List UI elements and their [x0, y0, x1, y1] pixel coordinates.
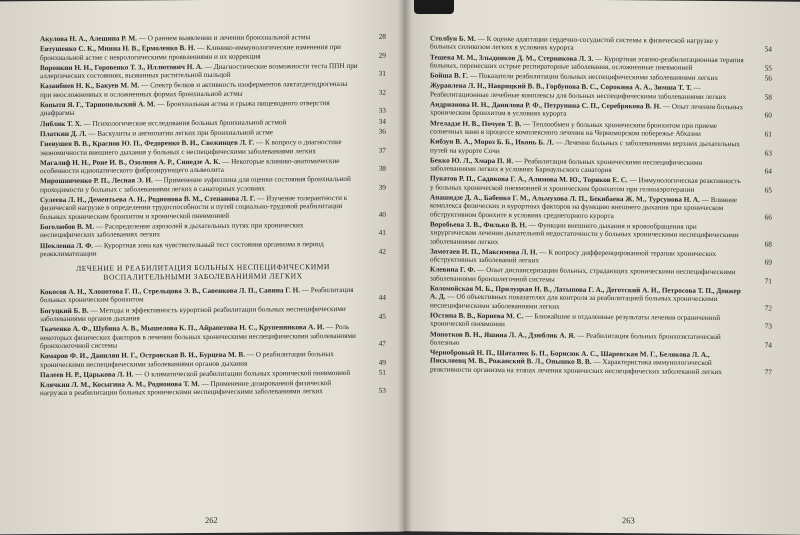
entry-authors: Кибзун В. А., Мороз Б. Б., Иконь Б. Л. [430, 137, 554, 147]
entry-title: — Функции внешнего дыхания и кровообращения при хирургическом лечении дыхательной недостаточности у больных хроническими неспецифическими заболеваниями легких [430, 221, 739, 246]
entry-title: — Иммунологическая реактивность у больных хронической пневмонией и хроническим бронхитом при гелиоаэротерапии [430, 176, 741, 194]
entry-page-number: 69 [764, 257, 772, 267]
entry-page-number: 72 [764, 303, 772, 313]
toc-entry [40, 239, 386, 258]
toc-entry [430, 138, 772, 158]
toc-entry [40, 175, 386, 194]
entry-title: — Распределение аэрозолей в дыхательных путях при хронических неспецифических заболеваниях легких [40, 221, 304, 240]
toc-entry [40, 128, 386, 139]
entry-authors: Андрианова И. Н., Данилова Р. Ф., Петрунина С. П., Серебрякова В. Н. [430, 100, 662, 111]
entry-page-number: 42 [378, 246, 386, 256]
entry-page-number: 47 [378, 338, 386, 348]
toc-entry [430, 330, 772, 350]
entry-title: — О реабилитации больных хроническими неспецифическими заболеваниями органов дыхания [40, 350, 334, 369]
entry-authors: Богуцкий Б. В. [40, 306, 89, 315]
entry-title: — Применение эуфиллина для оценки состояния бронхиальной проходимости у больных с заболеваниями легких в санаторных условиях [40, 175, 351, 194]
entry-page-number: 63 [764, 147, 772, 158]
entry-page-number: 64 [764, 166, 772, 176]
entry-page-number: 56 [764, 73, 772, 83]
entry-title: — К вопросу дифференцированной терапии хронических обструктивных заболеваний легких [430, 248, 717, 265]
entry-title: — Некоторые клинико-анатомические особенности идиопатического фиброзирующего альвеолита [40, 156, 340, 176]
entry-title: — Изучение толерантности к физической нагрузке в определении трудоспособности и путей социально-трудовой реабилитации больных хроническим бронхитом и хронической пневмонией [40, 194, 348, 221]
entry-title: — Диагностические возможности теста ППН при аллергических состояниях, вызванных растительной пыльцой [40, 61, 358, 81]
entry-title: — Клинико-иммунологические изменения при бронхиальной астме с неврологическими проявлениями и их коррекция [40, 43, 341, 62]
entry-authors: Евтушенко С. К., Мнина Н. В., Ермоленко В. Н. [40, 44, 196, 54]
entry-page-number: 41 [378, 227, 386, 238]
toc-entry [40, 323, 386, 350]
entry-authors: Акулова Н. А., Алешина Р. М. [40, 34, 137, 44]
entry-page-number: 55 [764, 63, 772, 73]
entry-page-number: 73 [764, 321, 772, 331]
entry-page-number: 53 [378, 386, 386, 396]
entry-title: — Об объективных показателях для контроля за реабилитацией больных хроническими неспецифическими заболеваниями легких [430, 292, 718, 311]
entry-authors: Гневушев В. В., Краснов Ю. П., Федоренко В. И., Свежинцев Л. Г. [40, 138, 255, 149]
toc-entry [430, 101, 772, 121]
toc-entry [40, 194, 386, 221]
entry-title: — Влияние комплекса физических и курортных факторов на функцию внешнего дыхания при хроническом обструктивном бронхите в условиях среднегорного курорта [430, 195, 738, 220]
entry-page-number: 40 [378, 209, 386, 219]
entry-title: — Реабилитация больных бронхоэктатической болезнью [430, 331, 721, 347]
entry-authors: Столбун Б. М. [430, 34, 476, 43]
entry-page-number: 60 [764, 110, 772, 120]
entry-authors: Кокосов А. Н., Хлопотова Г. П., Стрельцова Э. В., Савенкова Л. П., Савина Г. Н. [40, 286, 301, 297]
entry-authors: Комаров Ф. И., Данилян И. Г., Островская В. И., Бурцева М. В. [40, 350, 245, 361]
toc-entry [430, 156, 772, 176]
entry-title: — Опыт диспансеризации больных, страдающих хроническими неспецифическими заболеваниями бронхолегочной системы [430, 266, 736, 284]
toc-entry [40, 99, 386, 118]
left-page-number: 262 [205, 514, 218, 525]
entry-authors: Мопотков В. Н., Яшина Л. А., Дзюблик А. Я. [430, 329, 576, 340]
toc-entry [430, 34, 772, 54]
entry-title: — Лечение больных с заболеваниями верхних дыхательных путей на курорте Сочи [430, 138, 740, 155]
toc-entry [40, 138, 386, 157]
entry-authors: Юстина В. В., Корнева М. С. [430, 311, 524, 321]
entry-page-number: 51 [378, 367, 386, 377]
toc-entry [40, 43, 386, 62]
toc-entry [40, 286, 386, 305]
entry-authors: Либлик Т. Х. [40, 119, 82, 128]
entry-authors: Воробьева З. В., Филько В. Н. [430, 220, 527, 230]
entry-authors: Клевина Г. Ф. [430, 265, 476, 275]
entry-authors: Мирошниченко Р. П., Лесная Э. И. [40, 176, 153, 186]
entry-page-number: 33 [378, 106, 386, 116]
toc-entry [430, 175, 772, 195]
book-gutter [398, 0, 412, 533]
toc-entry [40, 350, 386, 369]
entry-authors: Апашидзе Д. А., Бабенко Г. М., Альмухова Л. П., Бекибаева Ж. М., Турсунова Н. А. [430, 193, 700, 204]
entry-page-number: 54 [764, 44, 772, 54]
entry-authors: Бекко Ю. Л., Хмара П. Я. [430, 156, 514, 166]
toc-entry [430, 247, 772, 267]
entry-page-number: 77 [764, 367, 772, 377]
toc-entry [430, 349, 772, 377]
toc-entry [40, 379, 386, 398]
toc-entry [430, 285, 772, 313]
entry-authors: Ткаченко А. Ф., Шубина А. В., Мышелова К. П., Айрапетова Н. С., Крупенникова А. И. [40, 323, 325, 334]
toc-entry [40, 157, 386, 176]
page-tab [414, 0, 454, 14]
entry-page-number: 37 [378, 145, 386, 155]
entry-title: — Применение дозированной физической нагрузки в реабилитации больных хроническими неспецифическими заболеваниями легких [40, 379, 332, 398]
entry-page-number: 61 [764, 129, 772, 139]
toc-entry [430, 266, 772, 286]
entry-authors: Казанбиев Н. К., Бакуев М. М. [40, 81, 140, 91]
entry-title: — Спектр белков и активность изоферментов лактатдегидрогеназы при неосложненных и осложненных формах бронхиальной астмы [40, 80, 348, 99]
entry-title: — К вопросу о диагностике экономичности внешнего дыхания у больных с неспецифическими заболеваниями легких [40, 138, 342, 157]
toc-entry [40, 304, 386, 323]
entry-title: — Теплообмен у больных хроническим бронхитом при приеме солнечных ванн в процессе комплексного лечения на Черноморском побережье Абхазии [430, 119, 718, 138]
entry-authors: Бойша В. Г. [430, 71, 468, 81]
right-page [404, 0, 800, 535]
entry-page-number: 31 [378, 68, 386, 78]
entry-title: — Реабилитационные лечебные комплексы для больных неспецифическими заболеваниями легких [430, 84, 727, 101]
toc-entry [430, 53, 772, 73]
entry-page-number: 71 [764, 276, 772, 286]
entry-page-number: 38 [378, 163, 386, 173]
entry-title: — Методы и эффективность курортной реабилитации больных неспецифическими заболеваниями органов дыхания [40, 304, 346, 324]
entry-title: — Бронхиальная астма и грыжа пищеводного отверстия диафрагмы [40, 99, 330, 118]
entry-title: — Характеристика иммунологической реактивности организма на этапах лечения хронических неспецифических заболеваний легких [430, 358, 722, 376]
entry-page-number: 65 [764, 185, 772, 195]
entry-page-number: 34 [378, 116, 386, 126]
toc-entry [430, 72, 772, 83]
entry-authors: Палеев Н. Р., Царькова Л. Н. [40, 370, 134, 379]
toc-entry [40, 62, 386, 81]
left-entries-before [40, 33, 386, 259]
toc-entry [40, 369, 386, 380]
entry-title: — Показатели реабилитации больных неспецифическими заболеваниями легких [467, 72, 718, 83]
entry-authors: Пуватов Р. П., Садикова Г. А., Алимова М. Ю., Ториков Е. С. [430, 174, 628, 185]
toc-entry [40, 117, 386, 128]
entry-authors: Боголюбов В. М. [40, 222, 95, 232]
toc-entry [430, 311, 772, 331]
toc-entry [40, 80, 386, 99]
entry-title: — Реабилитация больных хроническим бронхитом [40, 286, 354, 305]
entry-page-number: 32 [378, 87, 386, 97]
entry-title: — Опыт лечения больных хроническим бронхитом в условиях курорта [430, 102, 744, 119]
entry-authors: Журавлева Л. Н., Наврицкий В. В., Горбунова В. С., Сорокина А. А., Зимша Т. Т. [430, 81, 692, 93]
left-entries-after [40, 286, 386, 398]
entry-title: — Васкулиты и ангиопатии легких при бронхиальной астме [86, 128, 273, 138]
entry-authors: Тешева М. М., Злыдников Д. М., Стерникова Л. З. [430, 53, 594, 63]
entry-authors: Клячкин Л. М., Косыгина А. М., Родионова Т. М. [40, 380, 200, 390]
toc-entry [430, 82, 772, 102]
entry-authors: Чернобровый Н. П., Шаталюк Б. П., Борисюк А. С., Шаревская М. Г., Белякова Л. А., Пискляевц М. В., Рожанский В. Л., Онышко В. В. [430, 348, 710, 367]
entry-page-number: 28 [378, 31, 386, 41]
entry-title: — К оценке адаптации сердечно-сосудистой системы к физической нагрузке у больных силикозом легких в условиях курорта [430, 34, 719, 53]
entry-page-number: 36 [378, 126, 386, 136]
right-page-number: 263 [622, 515, 635, 526]
entry-title: — О раннем выявлении и лечении бронхиальной астмы [136, 33, 311, 43]
right-entries [430, 34, 772, 376]
entry-page-number: 49 [378, 357, 386, 367]
entry-title: — Психологические исследования больных бронхиальной астмой [81, 118, 287, 128]
toc-entry [40, 33, 386, 44]
toc-entry [430, 194, 772, 222]
entry-title: — Роль некоторых физических факторов в лечении больных хроническими неспецифическими заболеваниями бронхолегочной системы [40, 323, 356, 351]
toc-entry [430, 119, 772, 139]
entry-authors: Шеклеина Л. Ф. [40, 241, 94, 250]
entry-authors: Мгеладзе Н. В., Почуев Т. В. [430, 119, 522, 128]
toc-entry [430, 220, 772, 248]
entry-authors: Платкин Д. Л. [40, 129, 87, 139]
entry-page-number: 44 [378, 293, 386, 303]
entry-title: — Реабилитация больных хроническими неспецифическими заболеваниями легких в условиях Барнаульского санатория [430, 157, 703, 175]
entry-page-number: 74 [764, 340, 772, 350]
entry-title: — Ближайшие и отдаленные результаты лечения ограниченной хронической пневмонии [430, 312, 721, 329]
entry-authors: Магалиф Н. Н., Роне И. В., Озолиня А. Р., Синедзе А. К. [40, 157, 221, 167]
entry-title: — О климатической реабилитации больных хронической пневмонией [133, 368, 351, 379]
entry-authors: Замотаев И. П., Максимова Л. Н. [430, 247, 538, 257]
entry-authors: Копытя Я. Г., Тарнопольский А. М. [40, 100, 156, 110]
toc-entry [40, 221, 386, 240]
entry-page-number: 39 [378, 182, 386, 192]
entry-title: — Курортная зона как чувствительный тест состояния организма в период реакклиматизации [40, 239, 324, 258]
entry-authors: Коломойская М. Б., Прилуцкая Н. В., Латыпова Г. А., Деготский А. И., Петросова Т. П., Довжер А. Д. [430, 284, 741, 301]
section-heading: ЛЕЧЕНИЕ И РЕАБИЛИТАЦИЯ БОЛЬНЫХ НЕСПЕЦИФИЧЕСКИМИ ВОСПАЛИТЕЛЬНЫМИ ЗАБОЛЕВАНИЯМИ ЛЕГКИХ [76, 262, 330, 282]
entry-title: — Курортная этапно-реабилитационная терапия больных, перенесших острые респираторные заболевания, осложненные пневмонией [430, 54, 744, 72]
entry-page-number: 68 [764, 238, 772, 249]
entry-authors: Сулеева Л. Н., Дементьева А. Н., Родионова В. М., Степанова Л. Г. [40, 194, 256, 205]
entry-page-number: 29 [378, 50, 386, 60]
entry-page-number: 45 [378, 311, 386, 321]
entry-authors: Воронкин Н. Н., Горовенко Т. З., Иллютович Н. А. [40, 62, 203, 73]
entry-page-number: 58 [764, 92, 772, 102]
entry-page-number: 66 [764, 212, 772, 222]
